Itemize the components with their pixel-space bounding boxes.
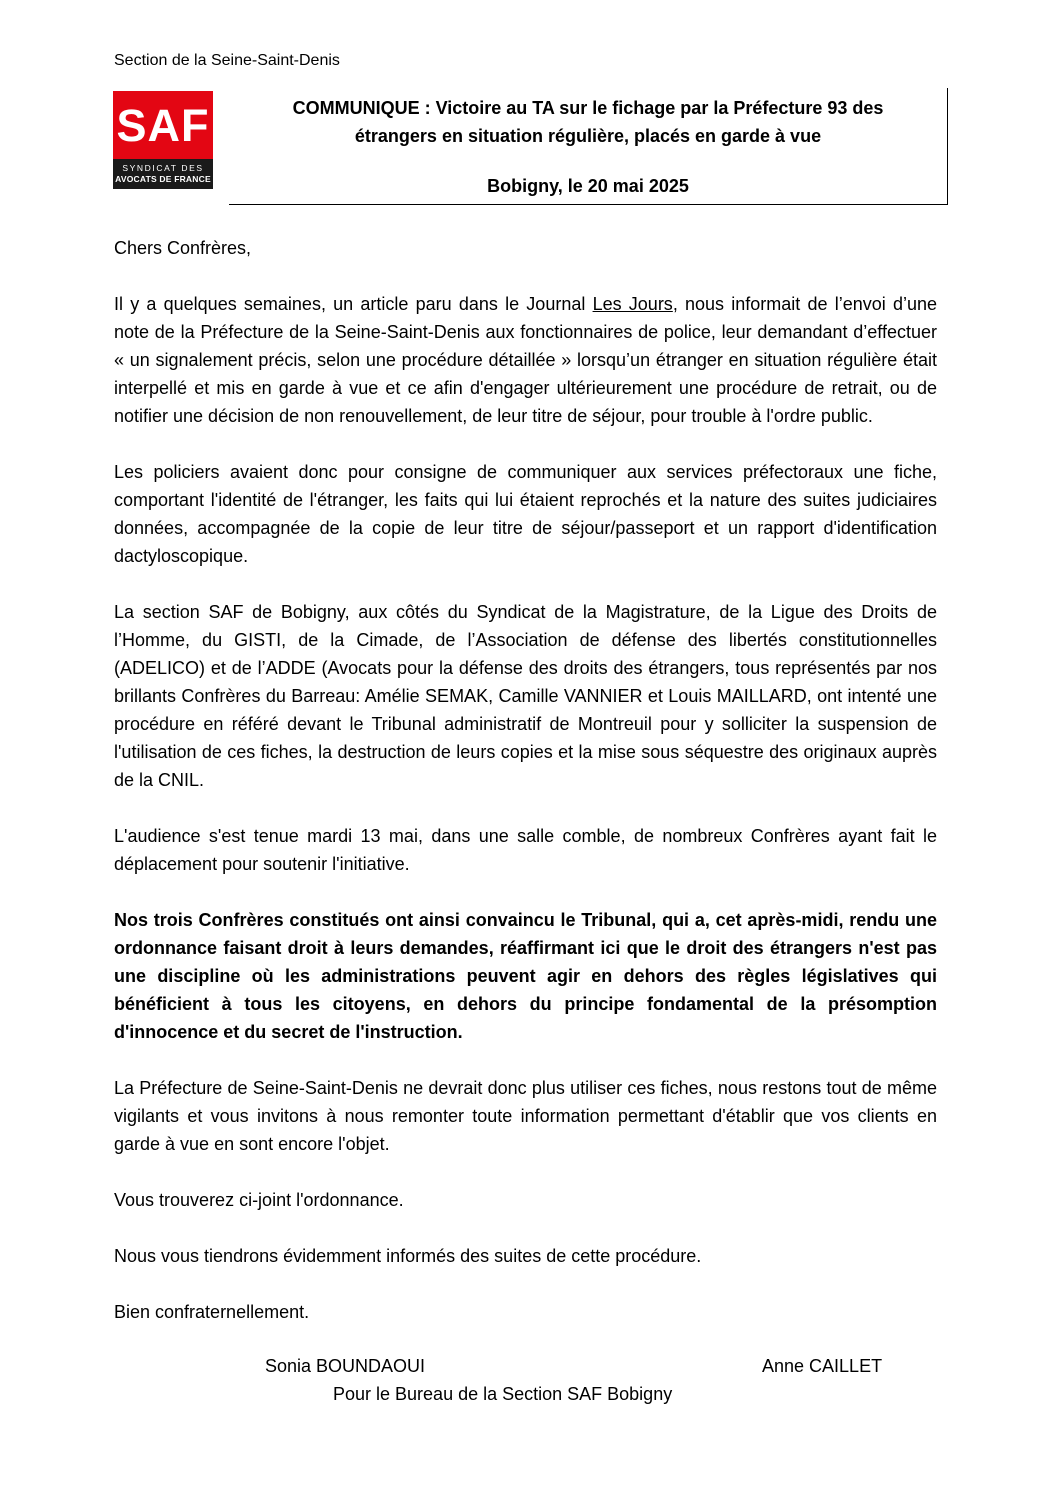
paragraph-6: La Préfecture de Seine-Saint-Denis ne devrait donc plus utiliser ces fiches, nous restons tout de même vigilants et vous invitons à nous remonter toute information permettant d'établir que vos clients en garde à vue en sont encore l'objet.: [114, 1078, 937, 1154]
paragraph-5-bold: Nos trois Confrères constitués ont ainsi convaincu le Tribunal, qui a, cet après-midi, rendu une ordonnance faisant droit à leurs demandes, réaffirmant ici que le droit des étrangers n'est pas une discipline où les administrations peuvent agir en dehors des règles législatives qui bénéficient à tous les citoyens, en dehors du principe fondamental de la présomption d'innocence et du secret de l'instruction.: [114, 910, 937, 1042]
logo-line1: SYNDICAT DES: [122, 163, 204, 173]
paragraph-8: Nous vous tiendrons évidemment informés des suites de cette procédure.: [114, 1246, 702, 1266]
paragraph-7: Vous trouverez ci-joint l'ordonnance.: [114, 1190, 404, 1210]
closing: Bien confraternellement.: [114, 1302, 310, 1322]
paragraph-2: Les policiers avaient donc pour consigne de communiquer aux services préfectoraux une fiche, comportant l'identité de l'étranger, les faits qui lui étaient reprochés et la nature des suites judiciaires données, accompagnée de la copie de leur titre de séjour/passeport et un rapport d'identification dactyloscopique.: [114, 462, 937, 566]
logo-red-block: [113, 91, 213, 159]
les-jours-link[interactable]: Les Jours: [592, 294, 673, 314]
paragraph-1-end: , nous informait de l’envoi d’une note de la Préfecture de la Seine-Saint-Denis aux fonctionnaires de police, leur demandant d’effectuer « un signalement précis, selon une procédure détaillée » lorsqu’un étranger en situation régulière était interpellé et mis en garde à vue et ce afin d'engager ultérieurement une procédure de retrait, ou de notifier une décision de non renouvellement, de leur titre de séjour, pour trouble à l'ordre public.: [114, 294, 938, 426]
header-box: [229, 88, 948, 205]
saf-logo: [113, 91, 213, 191]
logo-line2: AVOCATS DE FRANCE: [115, 174, 211, 184]
salutation: Chers Confrères,: [114, 238, 252, 258]
logo-black-block: [113, 159, 213, 189]
paragraph-1-start: Il y a quelques semaines, un article paru dans le Journal: [114, 294, 593, 314]
header-title-line1: COMMUNIQUE : Victoire au TA sur le fichage par la Préfecture 93 des: [292, 98, 884, 118]
section-label: Section de la Seine-Saint-Denis: [114, 52, 340, 69]
logo-main-text: SAF: [116, 99, 210, 151]
header-title-line2: étrangers en situation régulière, placés en garde à vue: [354, 126, 822, 146]
header-date: Bobigny, le 20 mai 2025: [487, 176, 689, 196]
signature-name-1: Sonia BOUNDAOUI: [265, 1356, 426, 1376]
letter-body: [114, 234, 937, 1354]
signature-role: Pour le Bureau de la Section SAF Bobigny: [333, 1384, 673, 1404]
paragraph-1: [114, 290, 937, 430]
signature-name-2: Anne CAILLET: [762, 1356, 883, 1376]
header-title: [229, 94, 947, 150]
paragraph-4: L'audience s'est tenue mardi 13 mai, dans une salle comble, de nombreux Confrères ayant fait le déplacement pour soutenir l'initiative.: [114, 826, 937, 874]
paragraph-3: La section SAF de Bobigny, aux côtés du Syndicat de la Magistrature, de la Ligue des Droits de l’Homme, du GISTI, de la Cimade, de l’Association de défense des libertés constitutionnelles (ADELICO) et de l’ADDE (Avocats pour la défense des droits des étrangers, tous représentés par nos brillants Confrères du Barreau: Amélie SEMAK, Camille VANNIER et Louis MAILLARD, ont intenté une procédure en référé devant le Tribunal administratif de Montreuil pour y solliciter la suspension de l'utilisation de ces fiches, la destruction de leurs copies et la mise sous séquestre des originaux auprès de la CNIL.: [114, 602, 937, 790]
